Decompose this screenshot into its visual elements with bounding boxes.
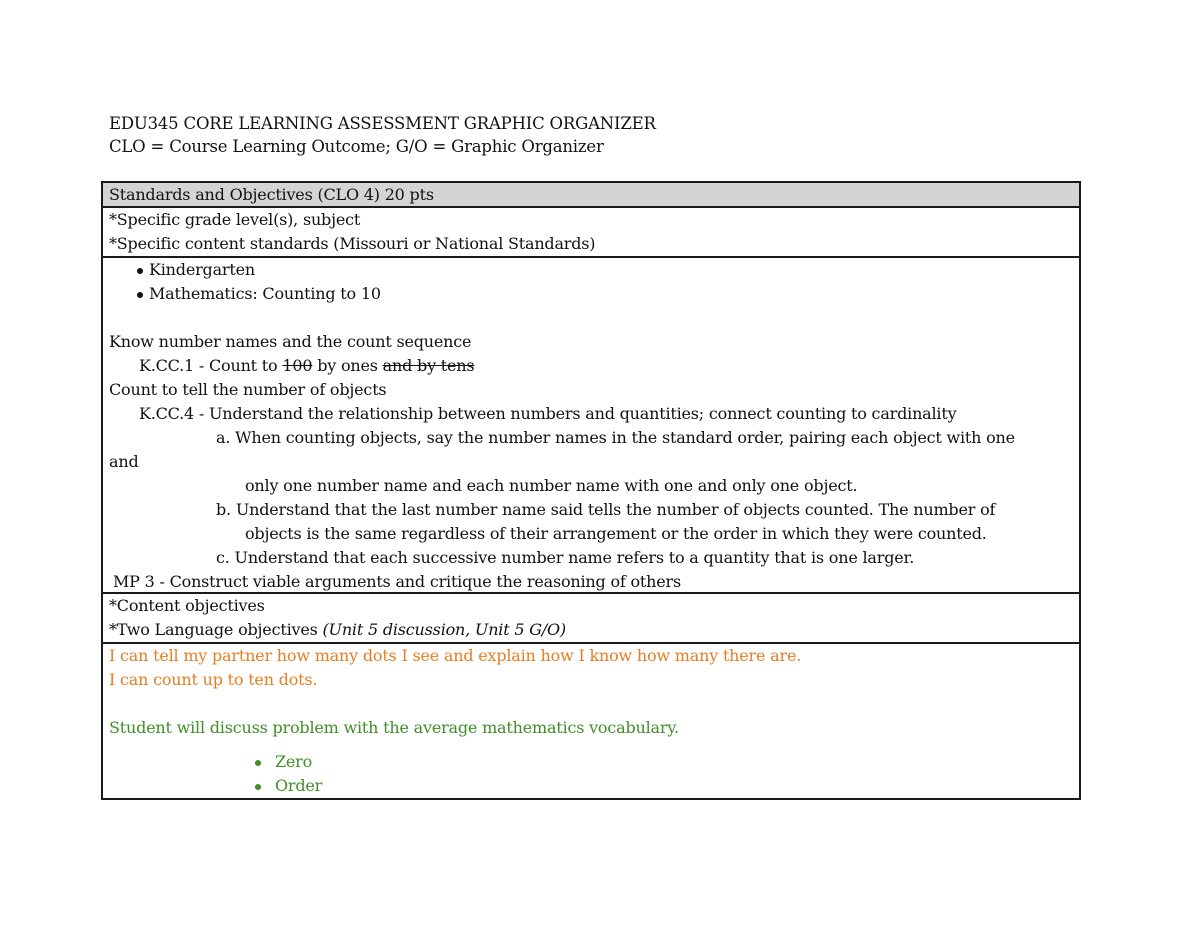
- kcc1-middle: by ones: [312, 356, 383, 375]
- language-objectives-label: *Two Language objectives: [109, 620, 323, 639]
- prompt-content-standards: *Specific content standards (Missouri or National Standards): [109, 234, 596, 253]
- spacer: [109, 306, 1073, 330]
- standard-item-c: c. Understand that each successive number name refers to a quantity that is one larger.: [216, 548, 915, 567]
- vocab-zero-text: Zero: [275, 752, 313, 771]
- kcc1-struck-number: 100: [282, 356, 313, 375]
- bullet-icon: [255, 760, 261, 766]
- standard-item-a-wrap: and: [109, 452, 139, 471]
- document-title: EDU345 CORE LEARNING ASSESSMENT GRAPHIC ORGANIZER: [109, 114, 656, 133]
- document-subtitle: CLO = Course Learning Outcome; G/O = Graphic Organizer: [109, 137, 604, 156]
- kcc1-prefix: K.CC.1 - Count to: [139, 356, 283, 375]
- cluster-heading-count-sequence: Know number names and the count sequence: [109, 332, 472, 351]
- vocab-order-text: Order: [275, 776, 323, 795]
- standards-content-row: [103, 256, 1079, 592]
- standard-kcc4: K.CC.4 - Understand the relationship between numbers and quantities; connect counting to cardinality: [139, 404, 957, 423]
- vocab-item-zero: [109, 750, 1073, 774]
- bullet-subject: [109, 282, 1073, 306]
- bullet-icon: [137, 268, 143, 274]
- prompt-grade-level: *Specific grade level(s), subject: [109, 210, 361, 229]
- cluster-heading-count-objects: Count to tell the number of objects: [109, 380, 387, 399]
- standard-item-b-cont: objects is the same regardless of their arrangement or the order in which they were counted.: [245, 524, 987, 543]
- content-objective-2: I can count up to ten dots.: [109, 670, 318, 689]
- standard-item-b: b. Understand that the last number name said tells the number of objects counted. The number of: [216, 500, 996, 519]
- bullet-icon: [255, 784, 261, 790]
- prompt-content-objectives: *Content objectives: [109, 596, 265, 615]
- bullet-icon: [137, 292, 143, 298]
- spacer: [109, 740, 1073, 750]
- vocab-item-order: [109, 774, 1073, 798]
- standard-item-a-cont: only one number name and each number name with one and only one object.: [245, 476, 858, 495]
- language-objective-1: Student will discuss problem with the average mathematics vocabulary.: [109, 718, 679, 737]
- kcc1-struck-tail: and by tens: [382, 356, 475, 375]
- objectives-prompt-row: [103, 592, 1079, 642]
- standard-mp3: MP 3 - Construct viable arguments and critique the reasoning of others: [113, 572, 681, 591]
- bullet-grade: [109, 258, 1073, 282]
- table-header-row: [103, 183, 1079, 206]
- spacer: [109, 692, 1073, 716]
- standard-kcc1: [109, 354, 1073, 378]
- content-objective-1: I can tell my partner how many dots I see and explain how I know how many there are.: [109, 646, 802, 665]
- table-header: Standards and Objectives (CLO 4) 20 pts: [109, 185, 434, 204]
- bullet-subject-text: Mathematics: Counting to 10: [149, 284, 381, 303]
- standard-item-a: a. When counting objects, say the number names in the standard order, pairing each object with one: [216, 428, 1015, 447]
- prompt-language-objectives: [109, 618, 1073, 642]
- language-objectives-note: (Unit 5 discussion, Unit 5 G/O): [322, 620, 566, 639]
- objectives-content-row: [103, 642, 1079, 798]
- standards-table: [101, 181, 1081, 800]
- bullet-grade-text: Kindergarten: [149, 260, 255, 279]
- grade-subject-prompt-row: [103, 206, 1079, 256]
